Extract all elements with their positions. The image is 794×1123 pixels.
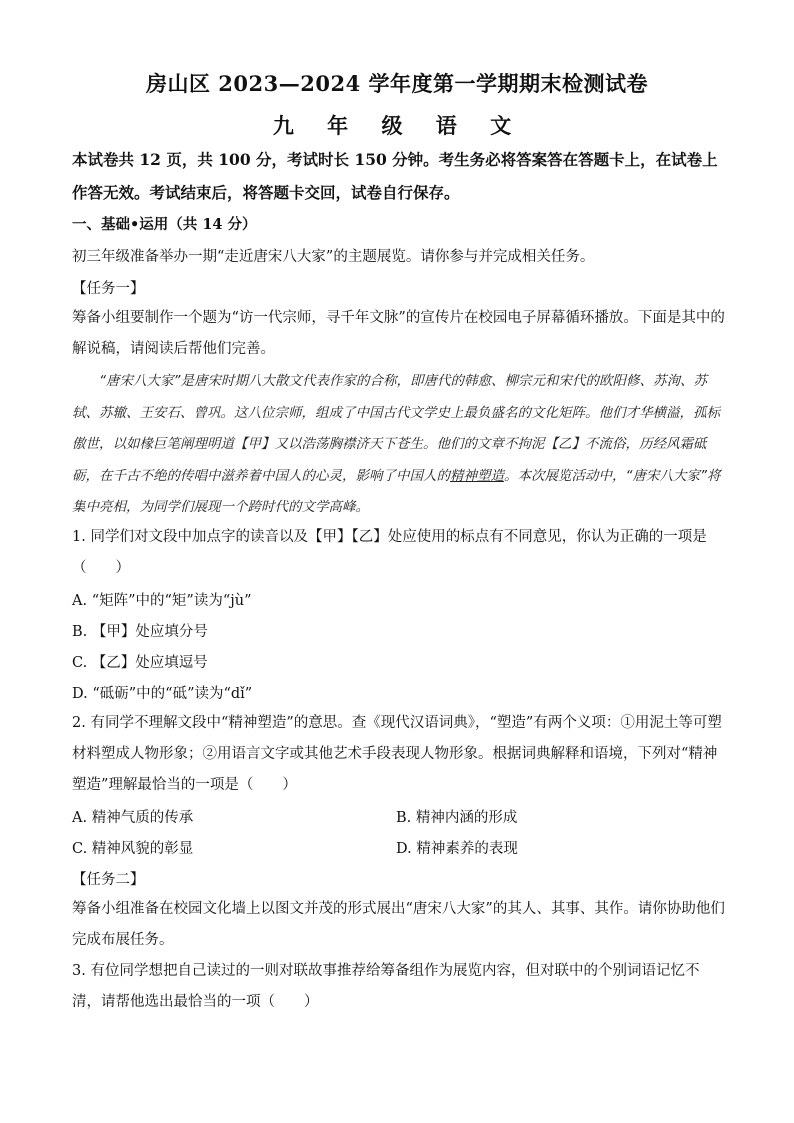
exam-title: 房山区 2023—2024 学年度第一学期期末检测试卷: [145, 71, 648, 96]
question-1-stem: [72, 522, 727, 584]
question-2-option-b: B. 精神内涵的形成: [396, 810, 518, 826]
question-1-text: 1. 同学们对文段中加点字的读音以及【甲】【乙】处应使用的标点有不同意见，你认为正确的一项是: [72, 529, 707, 545]
exam-instructions: 本试卷共 12 页，共 100 分，考试时长 150 分钟。考生务必将答案答在答题卡上，在试卷上作答无效。考试结束后，将答题卡交回，试卷自行保存。: [72, 150, 718, 202]
passage-text-after: 。本次展览活动中，“唐宋八大家”将集中亮相，为同学们展现一个跨时代的文学高峰。: [72, 467, 721, 515]
question-1-option-a: A. “矩阵”中的“矩”读为“jù”: [72, 593, 252, 609]
passage-underlined-term: 精神塑造: [450, 467, 504, 484]
question-1-option-d: D. “砥砺”中的“砥”读为“dǐ”: [72, 686, 253, 702]
exam-subject: 九 年 级 语 文: [272, 113, 522, 138]
section-intro: 初三年级准备举办一期“走近唐宋八大家”的主题展览。请你参与并完成相关任务。: [72, 249, 595, 265]
question-1-option-c: C. 【乙】处应填逗号: [72, 655, 208, 671]
question-1-option-b: B. 【甲】处应填分号: [72, 624, 208, 640]
task2-label: 【任务二】: [72, 872, 145, 888]
task2-description: 筹备小组准备在校园文化墙上以图文并茂的形式展出“唐宋八大家”的其人、其事、其作。请你协助他们完成布展任务。: [72, 901, 725, 948]
task1-label: 【任务一】: [72, 281, 145, 297]
question-1-answer-paren: （ ）: [72, 560, 130, 576]
question-2-option-c: C. 精神风貌的彰显: [72, 841, 194, 857]
reading-passage: [72, 366, 727, 524]
question-2-option-d: D. 精神素养的表现: [396, 841, 518, 857]
question-3-stem: 3. 有位同学想把自己读过的一则对联故事推荐给筹备组作为展览内容，但对联中的个别词语记忆不清，请帮他选出最恰当的一项（ ）: [72, 963, 700, 1010]
passage-text-before: “唐宋八大家”是唐宋时期八大散文代表作家的合称，即唐代的韩愈、柳宗元和宋代的欧阳修、苏洵、苏轼、苏辙、王安石、曾巩。这八位宗师，组成了中国古代文学史上最负盛名的文化矩阵。他们才华横溢，孤标傲世，以如椽巨笔阐理明道【甲】又以浩荡胸襟济天下苍生。他们的文章不拘泥【乙】不流俗，历经风霜砥砺，在千古不绝的传唱中滋养着中国人的心灵，影响了中国人的: [72, 373, 720, 484]
task1-description: 筹备小组要制作一个题为“访一代宗师，寻千年文脉”的宣传片在校园电子屏幕循环播放。下面是其中的解说稿，请阅读后帮他们完善。: [72, 310, 725, 357]
question-2-stem: 2. 有同学不理解文段中“精神塑造”的意思。查《现代汉语词典》，“塑造”有两个义项：①用泥土等可塑材料塑成人物形象；②用语言文字或其他艺术手段表现人物形象。根据词典解释和语境，下列对“精神塑造”理解最恰当的一项是（ ）: [72, 715, 722, 793]
section-heading: 一、基础•运用（共 14 分）: [72, 216, 257, 233]
question-2-option-a: A. 精神气质的传承: [72, 810, 194, 826]
